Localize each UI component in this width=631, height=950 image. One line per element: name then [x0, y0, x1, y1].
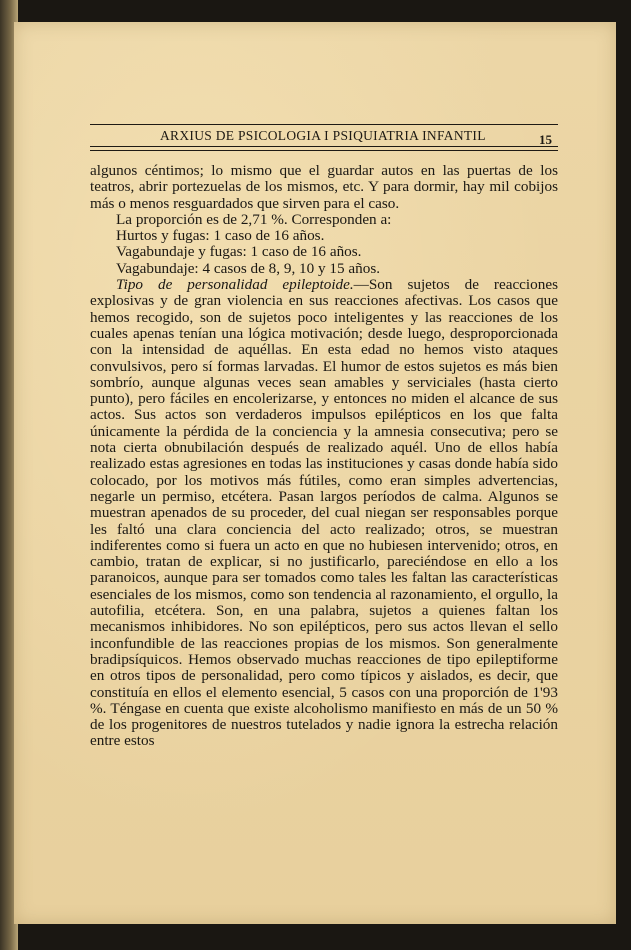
running-title: ARXIUS DE PSICOLOGIA I PSIQUIATRIA INFANTIL [160, 128, 486, 143]
section-heading-epileptoide: Tipo de personalidad epileptoide. [116, 276, 354, 294]
paragraph-4: Vagabundaje y fugas: 1 caso de 16 años. [116, 243, 362, 261]
paragraph-6 [90, 277, 558, 750]
header-rule-top [90, 124, 558, 125]
paragraph-2: La proporción es de 2,71 %. Corresponden a: [116, 210, 392, 228]
running-header [90, 126, 558, 148]
paragraph-6-text: —Son sujetos de reacciones explosivas y de gran violencia en sus reacciones afectivas. Los casos que hemos recogido, son de sujetos poco inteligentes y las reacciones de los cuales apenas tenían una lógica motivación; desde luego, desproporcionada con la intensidad de aquéllas. En esta edad no hemos visto ataques convulsivos, pero sí formas larvadas. El humor de estos sujetos es más bien sombrío, aunque algunas veces sean amables y serviciales (hasta cierto punto), pero fáciles en encolerizarse, y entonces no miden el alcance de sus actos. Sus actos son verdaderos impulsos epilépticos en los que falta únicamente la pérdida de la conciencia y la amnesia consecutiva; pero se nota cierta obnubilación después de realizado aquél. Uno de ellos había realizado estas agresiones en todas las instituciones y casas donde había sido colocado, por los motivos más fútiles, como eran simples advertencias, negarle un permiso, etcétera. Pasan largos períodos de calma. Algunos se muestran apenados de su proceder, del cual niegan ser responsables porque les faltó una clara conciencia del acto realizado; otros, se muestran indiferentes como si fuera un acto en que no hubiesen intervenido; otros, en cambio, tratan de explicar, si no justificarlo, pareciéndose en ello a los paranoicos, aunque para ser tomados como tales les faltan las características esenciales de los mismos, como son tendencia al razonamiento, el orgullo, la autofilia, etcétera. Son, en una palabra, sujetos a quienes faltan los mecanismos inhibidores. No son epilépticos, pero sus actos llevan el sello inconfundible de las reacciones propias de los mismos. Son generalmente bradipsíquicos. Hemos observado muchas reacciones de tipo epileptiforme en otros tipos de personalidad, pero como típicos y aislados, es decir, que constituía en ellos el elemento esencial, 5 casos con una proporción de 1'93 %. Téngase en cuenta que existe alcoholismo manifiesto en más de un 50 % de los progenitores de nuestros tutelados y nadie ignora la estrecha relación entre estos [90, 276, 558, 750]
page-number: 15 [539, 132, 552, 147]
paragraph-3: Hurtos y fugas: 1 caso de 16 años. [116, 227, 325, 245]
header-rule-bottom-2 [90, 150, 558, 151]
body-text [90, 163, 558, 750]
header-rule-bottom-1 [90, 146, 558, 147]
paragraph-1: algunos céntimos; lo mismo que el guardar autos en las puertas de los teatros, abrir portezuelas de los mismos, etc. Y para dormir, hay mil cobijos más o menos resguardados que sirven para el caso. [90, 162, 558, 212]
paragraph-5: Vagabundaje: 4 casos de 8, 9, 10 y 15 años. [116, 259, 381, 277]
